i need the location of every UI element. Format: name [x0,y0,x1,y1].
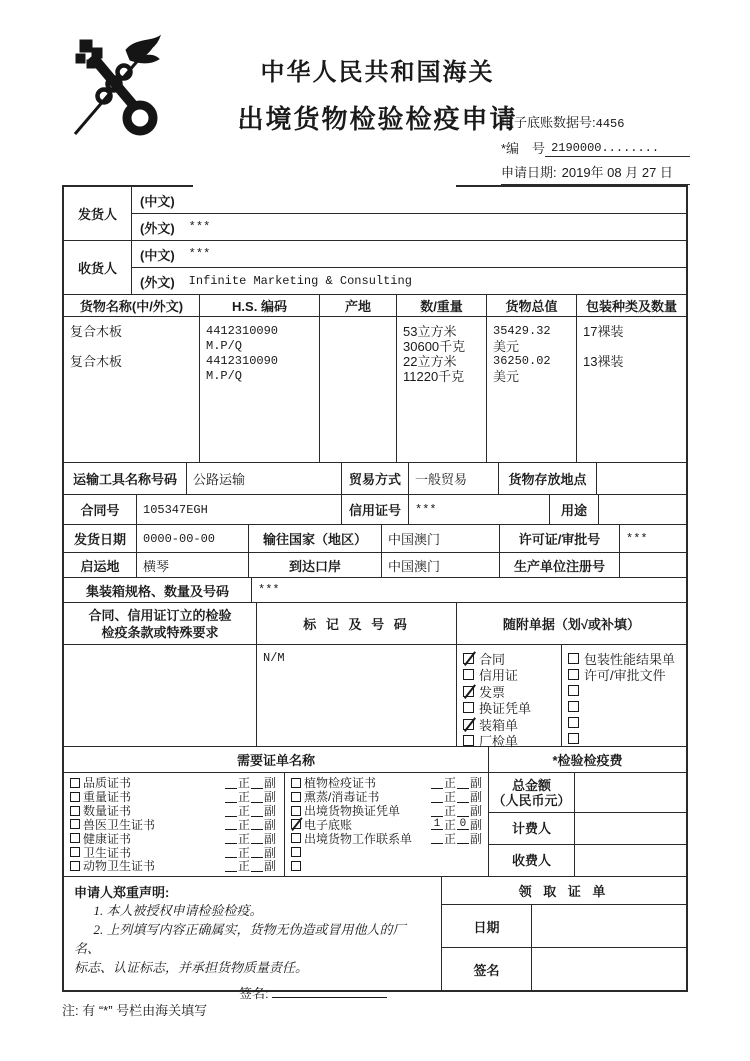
packing-list-checkbox[interactable] [463,719,474,730]
cert-animal-health: 动物卫生证书 正 副 [70,859,276,872]
marks-body-row [64,645,686,750]
fee-collector-label: 收费人 [489,845,575,876]
fee-total-label: 总金额 （人民币元） [489,773,575,812]
pickup-header: 领 取 证 单 [442,877,686,905]
goods-name-1: 复合木板 [70,324,123,339]
blank-doc-checkbox-2[interactable] [568,701,579,712]
contract-checkbox[interactable] [463,653,474,664]
form-title: 出境货物检验检疫申请 [237,104,518,134]
cert-quality: 品质证书 正 副 [70,776,276,789]
quantity-cert-checkbox[interactable] [70,806,80,816]
packing-header: 包装种类及数量 [585,299,677,314]
currency-2: 美元 [493,369,520,384]
cert-sanitary: 卫生证书 正 副 [70,846,276,859]
certificates-body-row [64,773,686,877]
letter-of-credit-checkbox[interactable] [463,669,474,680]
storage-location-field[interactable] [597,463,686,494]
signature-field[interactable] [272,985,387,998]
doc-item-blank-3 [568,715,682,731]
veterinary-health-cert-checkbox[interactable] [70,819,80,829]
declaration-title: 申请人郑重声明: [74,885,170,900]
ship-date-row [64,525,686,553]
consignor-foreign-field: *** [188,220,211,234]
cert-electronic-ledger: 电子底账 1 正 0 副 [291,818,482,831]
destination-label: 输往国家（地区） [249,525,382,552]
attached-docs-left-list [457,645,562,750]
quantity-weight-cell [397,317,487,462]
ledger-number-label: 电子底账数据号: [501,115,596,130]
pickup-signature-label: 签名 [442,948,532,990]
hs-unit-1: M.P/Q [206,339,243,353]
packing-2: 13裸装 [583,354,624,369]
doc-item-letter-of-credit: 信用证 [463,667,557,684]
total-value-cell [487,317,577,462]
departure-row [64,553,686,578]
electronic-ledger-checkbox[interactable] [291,819,301,829]
factory-inspection-checkbox[interactable] [463,735,474,746]
origin-1 [326,324,390,339]
attached-docs-right-list [562,645,686,746]
doc-item-blank-1 [568,683,682,699]
qty-volume-1: 53立方米 [403,324,457,339]
producer-registration-field[interactable] [620,553,686,577]
pickup-date-label: 日期 [442,905,532,947]
hs-code-cell [200,317,320,462]
certificate-pickup-section [442,877,686,990]
marks-numbers-header: 标 记 及 号 码 [257,603,457,644]
cert-blank-1 [291,846,482,859]
qty-weight-2: 11220千克 [403,369,465,384]
cert-blank-2 [291,859,482,872]
cert-health: 健康证书 正 副 [70,832,276,845]
lc-number-value: *** [409,495,550,524]
quantity-weight-header: 数/重量 [397,295,487,316]
fee-section [489,773,686,876]
total-value-header: 货物总值 [487,295,577,316]
form-number-value: 2190000........ [545,141,690,157]
blank-cert-checkbox-2[interactable] [291,861,301,871]
header-meta [501,112,690,185]
doc-item-packaging-performance: 包装性能结果单 [568,650,682,667]
org-title: 中华人民共和国海关 [260,59,495,86]
departure-place-label: 启运地 [64,553,137,577]
departure-place-value: 横琴 [137,553,249,577]
consignee-label: 收货人 [64,241,132,294]
invoice-checkbox[interactable] [463,686,474,697]
qty-volume-2: 22立方米 [403,354,457,369]
marks-numbers-value: N/M [257,645,457,746]
arrival-port-label: 到达口岸 [249,553,382,577]
doc-item-voucher-exchange: 换证凭单 [463,700,557,717]
work-contact-sheet-checkbox[interactable] [291,833,301,843]
consignee-foreign-field: Infinite Marketing & Consulting [188,274,412,288]
fee-calculator-field[interactable] [575,813,686,844]
trade-mode-label: 贸易方式 [342,463,409,494]
contract-number-value: 105347EGH [137,495,342,524]
doc-item-factory-inspection: 厂检单 [463,733,557,750]
pickup-date-field[interactable] [532,905,686,947]
destination-value: 中国澳门 [382,525,500,552]
health-cert-checkbox[interactable] [70,833,80,843]
cert-phytosanitary: 植物检疫证书 正 副 [291,776,482,789]
contract-number-label: 合同号 [64,495,137,524]
goods-name-2: 复合木板 [70,354,123,369]
footnote: 注: 有 “*” 号栏由海关填写 [62,1003,208,1018]
weight-cert-checkbox[interactable] [70,792,80,802]
conveyance-label: 运输工具名称号码 [64,463,187,494]
goods-table-header [64,295,686,317]
doc-item-blank-2 [568,699,682,715]
conveyance-value: 公路运输 [187,463,342,494]
declaration-text [64,877,442,1001]
license-approval-checkbox[interactable] [568,669,579,680]
declaration-line-1: 1. 本人被授权申请检验检疫。 [93,903,263,918]
container-spec-value: *** [258,583,280,597]
producer-registration-label: 生产单位注册号 [500,553,620,577]
fee-total-field[interactable] [575,773,686,812]
blank-doc-checkbox-3[interactable] [568,717,579,728]
chinese-prefix-label: (中文) [140,193,175,209]
cert-exit-voucher: 出境货物换证凭单 正 副 [291,804,482,817]
signature-label: 签名: [239,986,269,1001]
blank-cert-checkbox-1[interactable] [291,847,301,857]
fumigation-cert-checkbox[interactable] [291,792,301,802]
fee-collector-field[interactable] [575,845,686,876]
cert-veterinary-health: 兽医卫生证书 正 副 [70,818,276,831]
consignee-row [64,241,686,295]
exit-voucher-checkbox[interactable] [291,806,301,816]
cert-weight: 重量证书 正 副 [70,790,276,803]
hs-code-1: 4412310090 [206,324,279,338]
goods-name-header: 货物名称(中/外文) [64,295,200,316]
origin-2 [326,354,390,369]
chinese-prefix-label: (中文) [140,247,175,263]
use-field[interactable] [599,495,686,524]
application-date-value: 2019年 08 月 27 日 [561,165,673,180]
storage-location-label: 货物存放地点 [499,463,597,494]
packing-cell [577,317,686,462]
trade-mode-value: 一般贸易 [409,463,499,494]
use-label: 用途 [550,495,599,524]
fee-calculator-label: 计费人 [489,813,575,844]
contract-row [64,495,686,525]
currency-1: 美元 [493,339,520,354]
ledger-number-value: 4456 [595,117,625,131]
application-date-label: 申请日期: [501,165,557,180]
container-row [64,578,686,603]
arrival-port-value: 中国澳门 [382,553,500,577]
cert-quantity: 数量证书 正 副 [70,804,276,817]
origin-header: 产地 [320,295,397,316]
goods-name-cell [64,317,200,462]
declaration-row [64,877,686,1001]
packing-1: 17裸装 [583,324,624,339]
blank-doc-checkbox-1[interactable] [568,685,579,696]
sanitary-cert-checkbox[interactable] [70,847,80,857]
form-table [62,185,688,1001]
hs-code-header: H.S. 编码 [200,295,320,316]
license-number-label: 许可证/审批号 [500,525,620,552]
qty-weight-1: 30600千克 [403,339,466,354]
license-number-value: *** [626,531,648,546]
origin-cell [320,317,397,462]
phytosanitary-cert-checkbox[interactable] [291,778,301,788]
doc-item-contract: 合同 [463,650,557,667]
pickup-signature-field[interactable] [532,948,686,990]
consignee-cn-field: *** [188,247,211,261]
cert-work-contact-sheet: 出境货物工作联系单 正 副 [291,832,482,845]
declaration-line-2: 2. 上列填写内容正确属实，货物无伪造或冒用他人的厂名、 [74,922,406,956]
customs-emblem-logo [68,34,164,140]
blank-doc-checkbox-4[interactable] [568,733,579,744]
attached-docs-header: 随附单据（划√或补填） [502,617,641,632]
packaging-performance-checkbox[interactable] [568,653,579,664]
clause-header: 合同、信用证订立的检验 检疫条款或特殊要求 [64,603,257,644]
clause-field[interactable] [64,645,257,746]
hs-code-2: 4412310090 [206,354,279,368]
ship-date-value: 0000-00-00 [137,525,249,552]
voucher-exchange-checkbox[interactable] [463,702,474,713]
certificates-header-row [64,747,686,773]
animal-health-cert-checkbox[interactable] [70,861,80,871]
doc-item-license-approval: 许可/审批文件 [568,667,682,684]
container-spec-label: 集装箱规格、数量及号码 [64,578,252,602]
cert-fumigation: 熏蒸/消毒证书 正 副 [291,790,482,803]
foreign-prefix-label: (外文) [140,220,175,236]
certificates-right-list [285,773,489,876]
consignor-label: 发货人 [64,187,132,240]
goods-table-body [64,317,686,463]
certificates-left-list [64,773,285,876]
transport-row [64,463,686,495]
doc-item-blank-4 [568,730,682,746]
form-number-label: *编 号 [501,141,546,156]
redaction-overlay [193,177,456,212]
required-certificates-header: 需要证单名称 [64,747,489,772]
foreign-prefix-label: (外文) [140,274,175,290]
total-value-1: 35429.32 [493,324,551,338]
inspection-fee-header: *检验检疫费 [552,753,623,768]
doc-item-invoice: 发票 [463,683,557,700]
lc-number-label: 信用证号 [342,495,409,524]
doc-item-packing-list: 装箱单 [463,716,557,733]
total-value-2: 36250.02 [493,354,551,368]
declaration-line-3: 标志、认证标志，并承担货物质量责任。 [74,960,309,975]
quality-cert-checkbox[interactable] [70,778,80,788]
hs-unit-2: M.P/Q [206,369,243,383]
marks-header-row [64,603,686,645]
ship-date-label: 发货日期 [64,525,137,552]
